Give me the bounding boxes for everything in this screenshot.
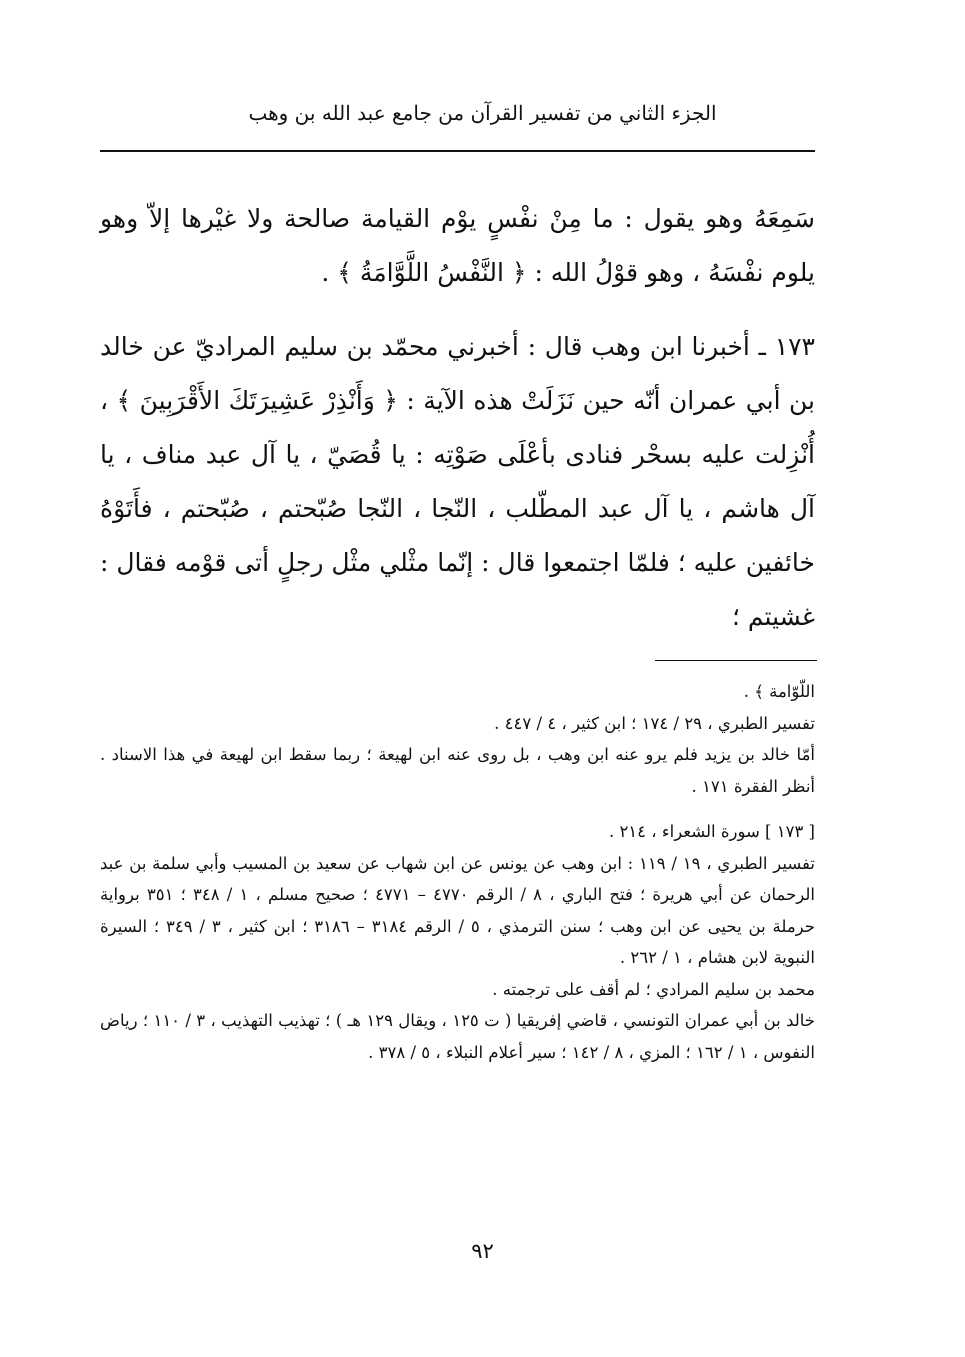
footnote-spacer <box>100 802 815 816</box>
footnotes-block <box>100 676 815 1068</box>
running-header: الجزء الثاني من تفسير القرآن من جامع عبد الله بن وهب <box>248 101 717 125</box>
footnote-line-7: خالد بن أبي عمران التونسي ، قاضي إفريقيا ( ت ١٢٥ ، ويقال ١٢٩ هـ ) ؛ تهذيب التهذيب ، ٣ / ١١٠ ؛ رياض النفوس ، ١ / ١٦٢ ؛ المزي ، ٨ / ١٤٢ ؛ سير أعلام النبلاء ، ٥ / ٣٧٨ . <box>100 1011 815 1062</box>
page-number: ٩٢ <box>471 1239 494 1263</box>
footnote-line-6: محمد بن سليم المرادي ؛ لم أقف على ترجمته . <box>492 979 815 999</box>
footnote-line-5: تفسير الطبري ، ١٩ / ١١٩ : ابن وهب عن يونس عن ابن شهاب عن سعيد بن المسيب وأبي سلمة بن عبد الرحمان عن أبي هريرة ؛ فتح الباري ، ٨ / الرقم ٤٧٧٠ – ٤٧٧١ ؛ صحيح مسلم ، ١ / ٣٤٨ ؛ ٣٥١ برواية حرملة بن يحيى عن ابن وهب ؛ سنن الترمذي ، ٥ / الرقم ٣١٨٤ – ٣١٨٦ ؛ ابن كثير ، ٣ / ٣٤٩ ؛ السيرة النبوية لابن هشام ، ١ / ٢٦٢ . <box>100 853 815 967</box>
main-text-block <box>100 192 815 644</box>
footnote-line-3: أمّا خالد بن يزيد فلم يرو عنه ابن وهب ، بل روى عنه ابن لهيعة ؛ ربما سقط ابن لهيعة في هذا الاسناد . أنظر الفقرة ١٧١ . <box>100 745 815 796</box>
header-rule <box>100 150 815 152</box>
footnote-line-4: [ ١٧٣ ] سورة الشعراء ، ٢١٤ . <box>608 822 815 841</box>
main-paragraph-1: سَمِعَهُ وهو يقول : ما مِنْ نفْسٍ يوْم القيامة صالحة ولا غيْرها إلاّ وهو يلوم نفْسَهُ ، وهو قوْلُ الله : ﴿ النَّفْسُ اللَّوَّامَةُ ﴾ . <box>100 204 815 287</box>
paragraph-spacer <box>100 300 815 320</box>
footnote-line-2: تفسير الطبري ، ٢٩ / ١٧٤ ؛ ابن كثير ، ٤ / ٤٤٧ . <box>494 713 815 733</box>
footnote-line-1: اللّوّامة ﴾ . <box>743 682 815 701</box>
main-paragraph-2: ١٧٣ ـ أخبرنا ابن وهب قال : أخبرني محمّد بن سليم المراديّ عن خالد بن أبي عمران أنّه حين نَزَلَتْ هذه الآية : ﴿ وَأَنْذِرْ عَشِيرَتَكَ الأَقْرَبِينَ ﴾ ، أُنْزِلت عليه بسحْر فنادى بأعْلَى صَوْتِه : يا قُصَيّ ، يا آل عبد مناف ، يا آل هاشم ، يا آل عبد المطّلب ، النّجا ، النّجا صُبّحتم ، صُبّحتم ، فأَتَوْهُ خائفين عليه ؛ فلمّا اجتمعوا قال : إنّما مثْلي مثْل رجلٍ أتى قوْمه فقال : غشيتم ؛ <box>100 332 815 631</box>
footnote-rule <box>655 660 817 661</box>
